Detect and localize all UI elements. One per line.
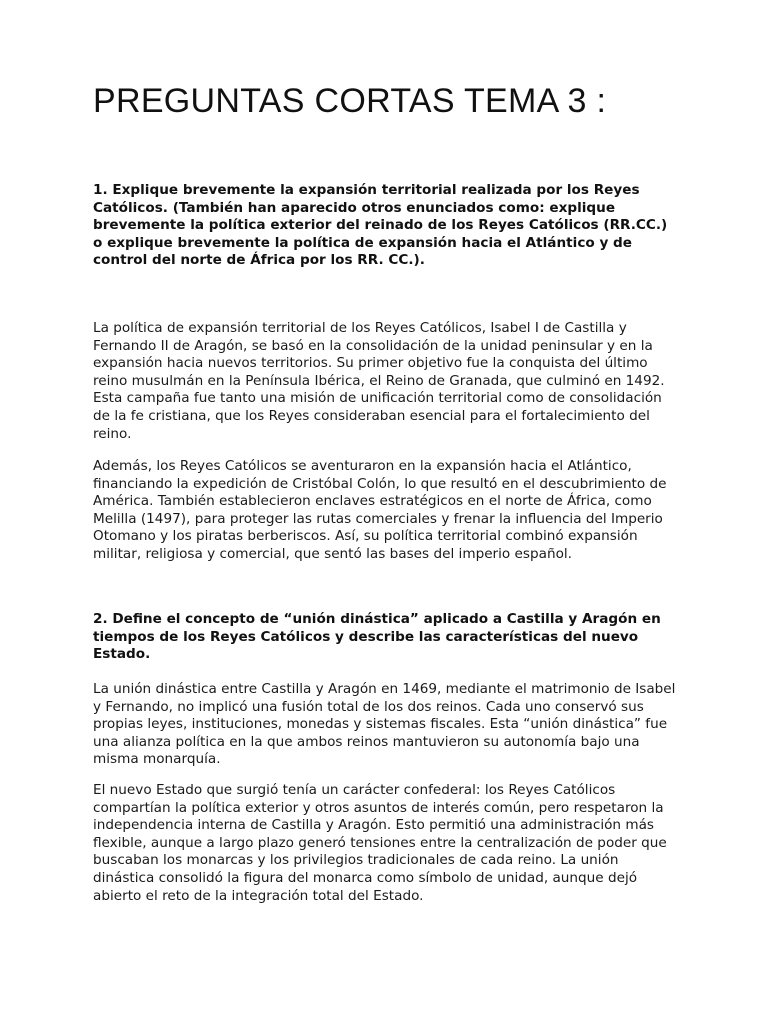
answer-2-paragraph-2: El nuevo Estado que surgió tenía un carácter confederal: los Reyes Católicos compartían la política exterior y otros asuntos de interés común, pero respetaron la independencia interna de Castilla y Aragón. Esto permitió una administración más flexible, aunque a largo plazo generó tensiones entre la centralización de poder que buscaban los monarcas y los privilegios tradicionales de cada reino. La unión dinástica consolidó la figura del monarca como símbolo de unidad, aunque dejó abierto el reto de la integración total del Estado. <box>93 782 667 904</box>
question-2: 2. Define el concepto de “unión dinástica” aplicado a Castilla y Aragón en tiempos de los Reyes Católicos y describe las características del nuevo Estado. <box>93 611 661 663</box>
answer-2-paragraph-1: La unión dinástica entre Castilla y Aragón en 1469, mediante el matrimonio de Isabel y Fernando, no implicó una fusión total de los dos reinos. Cada uno conservó sus propias leyes, instituciones, monedas y sistemas fiscales. Esta “unión dinástica” fue una alianza política en la que ambos reinos mantuvieron su autonomía bajo una misma monarquía. <box>93 681 676 768</box>
answer-1-paragraph-2: Además, los Reyes Católicos se aventuraron en la expansión hacia el Atlántico, financiando la expedición de Cristóbal Colón, lo que resultó en el descubrimiento de América. También establecieron enclaves estratégicos en el norte de África, como Melilla (1497), para proteger las rutas comerciales y frenar la influencia del Imperio Otomano y los piratas berberiscos. Así, su política territorial combinó expansión militar, religiosa y comercial, que sentó las bases del imperio español. <box>93 458 667 562</box>
answer-1-paragraph-1: La política de expansión territorial de los Reyes Católicos, Isabel I de Castilla y Fernando II de Aragón, se basó en la consolidación de la unidad peninsular y en la expansión hacia nuevos territorios. Su primer objetivo fue la conquista del último reino musulmán en la Península Ibérica, el Reino de Granada, que culminó en 1492. Esta campaña fue tanto una misión de unificación territorial como de consolidación de la fe cristiana, que los Reyes consideraban esencial para el fortalecimiento del reino. <box>93 320 665 442</box>
question-1: 1. Explique brevemente la expansión territorial realizada por los Reyes Católicos. (También han aparecido otros enunciados como: explique brevemente la política exterior del reinado de los Reyes Católicos (RR.CC.) o explique brevemente la política de expansión hacia el Atlántico y de control del norte de África por los RR. CC.). <box>93 182 668 269</box>
page-title: PREGUNTAS CORTAS TEMA 3 : <box>93 82 607 120</box>
